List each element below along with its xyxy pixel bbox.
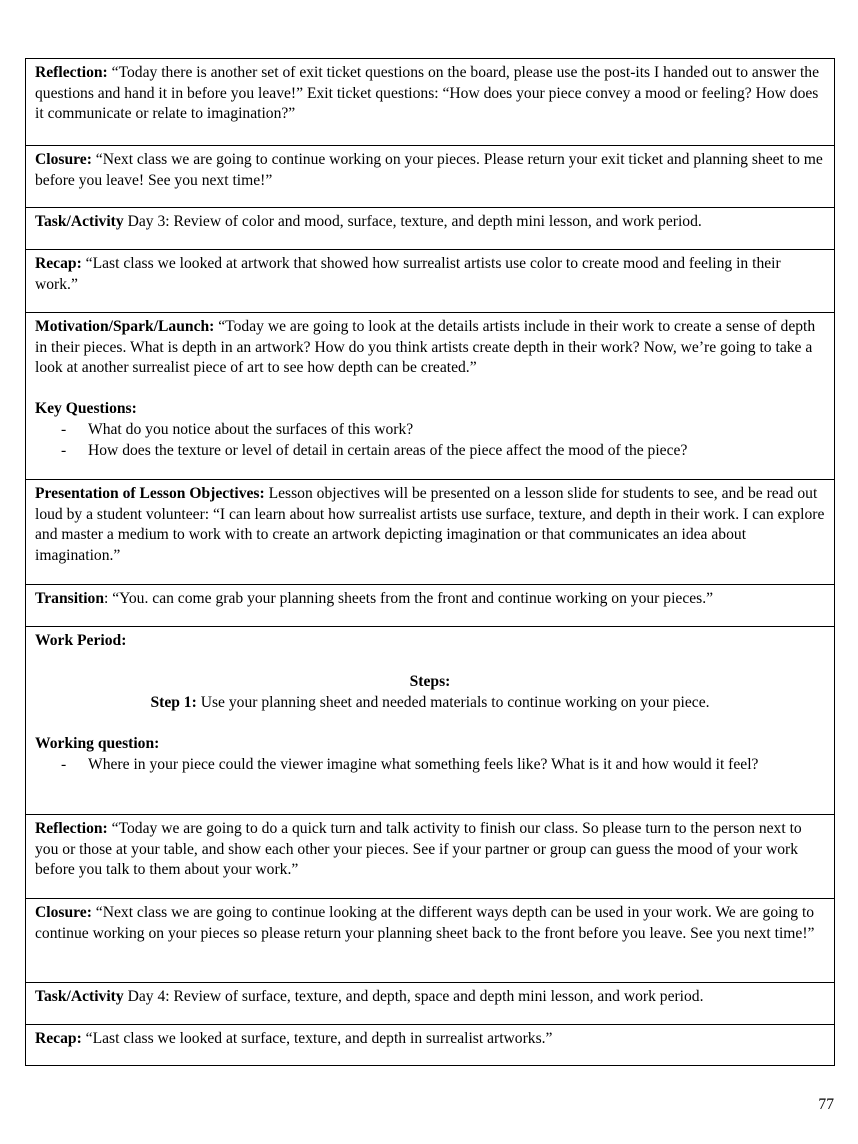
row-label: Closure:: [35, 904, 92, 921]
row-text: “Last class we looked at artwork that showed how surrealist artists use color to create mood and feeling in their work.”: [35, 255, 781, 293]
bullet-dash: -: [61, 420, 67, 438]
list-item: [35, 441, 825, 462]
lesson-plan-table: [25, 58, 835, 1066]
closure-row: [26, 898, 834, 982]
transition-row: [26, 584, 834, 626]
key-questions-list: [35, 420, 825, 461]
list-item-text: How does the texture or level of detail in certain areas of the piece affect the mood of the piece?: [88, 441, 688, 459]
recap-row: [26, 249, 834, 312]
motivation-paragraph: [35, 317, 825, 379]
step-text: Use your planning sheet and needed materials to continue working on your piece.: [196, 693, 710, 711]
bullet-dash: -: [61, 441, 67, 459]
row-label: Motivation/Spark/Launch:: [35, 318, 215, 335]
reflection-row: [26, 59, 834, 145]
task-activity-row: [26, 207, 834, 249]
row-label: Recap:: [35, 255, 82, 272]
row-label: Reflection:: [35, 820, 108, 837]
row-label: Transition: [35, 590, 105, 607]
work-period-row: [26, 626, 834, 814]
row-text: Day 4: Review of surface, texture, and depth, space and depth mini lesson, and work period.: [123, 988, 704, 1005]
list-item-text: What do you notice about the surfaces of this work?: [88, 420, 414, 438]
closure-row: [26, 145, 834, 207]
row-text: “Today we are going to look at the details artists include in their work to create a sense of depth in their pieces. What is depth in an artwork? How do you think artists create depth in their work? Now, we’re going to take a look at another surrealist piece of art to see how depth can be created.”: [35, 318, 816, 377]
row-text: “Next class we are going to continue looking at the different ways depth can be used in your work. We are going to continue working on your pieces so please return your planning sheet back to the front before you leave. See you next time!”: [35, 904, 815, 942]
row-label: Task/Activity: [35, 213, 124, 230]
row-text: “Last class we looked at surface, texture, and depth in surrealist artworks.”: [81, 1030, 553, 1047]
bullet-dash: -: [61, 755, 67, 773]
lesson-objectives-row: [26, 479, 834, 584]
row-label: Presentation of Lesson Objectives:: [35, 485, 265, 502]
list-item: [35, 420, 825, 441]
row-label: Closure:: [35, 151, 92, 168]
page-number: 77: [818, 1096, 834, 1113]
step-1: [35, 693, 825, 714]
row-label: Recap:: [35, 1030, 82, 1047]
row-text: Day 3: Review of color and mood, surface, texture, and depth mini lesson, and work period.: [123, 213, 702, 230]
working-question-list: [35, 755, 825, 776]
list-item: [35, 755, 825, 776]
reflection-row: [26, 814, 834, 898]
key-questions-heading: Key Questions:: [35, 400, 137, 418]
working-question-heading: Working question:: [35, 734, 160, 752]
row-text: “Next class we are going to continue working on your pieces. Please return your exit ticket and planning sheet to me before you leave! See you next time!”: [35, 151, 823, 189]
row-label: Task/Activity: [35, 988, 124, 1005]
work-period-heading: Work Period:: [35, 632, 127, 649]
motivation-row: [26, 312, 834, 479]
task-activity-row: [26, 982, 834, 1024]
row-text: “Today there is another set of exit ticket questions on the board, please use the post-its I handed out to answer the questions and hand it in before you leave!” Exit ticket questions: “How does your piece convey a mood or feeling? How does it communicate or relate to imagination?”: [35, 64, 820, 123]
steps-heading: Steps:: [409, 673, 451, 691]
row-text: Lesson objectives will be presented on a lesson slide for students to see, and be read out loud by a student volunteer: “I can learn about how surrealist artists use surface, texture, and depth in their work. I can explore and master a medium to work with to create an artwork depicting imagination or that communicates an idea about imagination.”: [35, 485, 825, 564]
row-text: : “You. can come grab your planning sheets from the front and continue working on your pieces.”: [104, 590, 714, 607]
row-label: Reflection:: [35, 64, 108, 81]
list-item-text: Where in your piece could the viewer imagine what something feels like? What is it and how would it feel?: [88, 755, 759, 773]
step-label: Step 1:: [150, 693, 197, 711]
row-text: “Today we are going to do a quick turn and talk activity to finish our class. So please turn to the person next to you or those at your table, and show each other your pieces. See if your partner or group can guess the mood of your work before you talk to them about your work.”: [35, 820, 802, 879]
recap-row: [26, 1024, 834, 1065]
